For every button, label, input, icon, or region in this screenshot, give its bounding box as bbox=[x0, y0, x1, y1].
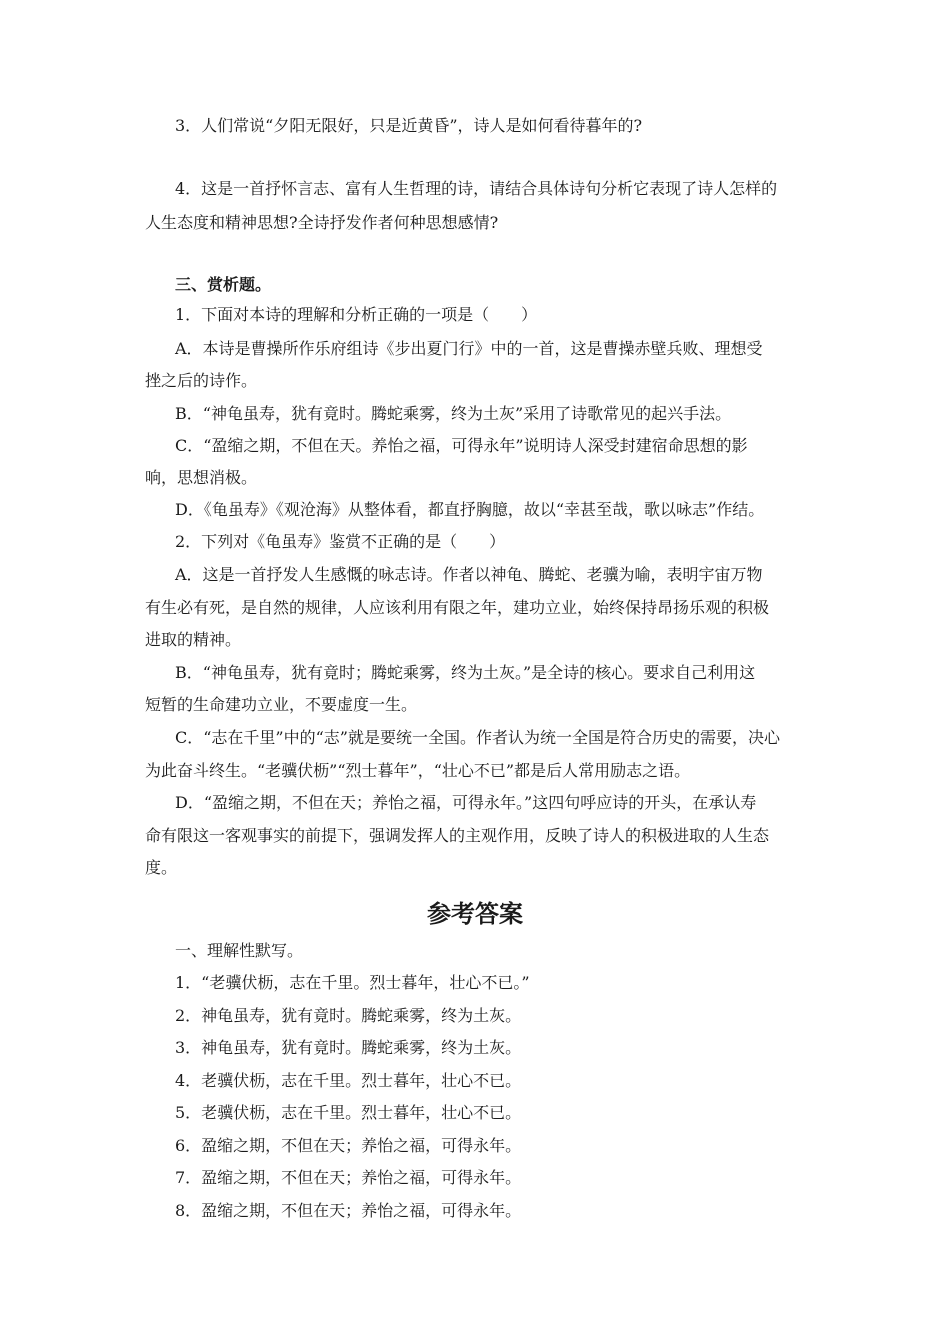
s3-q2-option-d-line-1: D．“盈缩之期，不但在天；养怡之福，可得永年。”这四句呼应诗的开头，在承认寿 bbox=[175, 793, 757, 812]
s3-q1-option-c-line-1: C．“盈缩之期，不但在天。养怡之福，可得永年”说明诗人深受封建宿命思想的影 bbox=[175, 436, 748, 455]
answer-item: 2．神龟虽寿，犹有竟时。腾蛇乘雾，终为土灰。 bbox=[175, 1006, 522, 1025]
question-3: 3．人们常说“夕阳无限好，只是近黄昏”，诗人是如何看待暮年的? bbox=[175, 116, 643, 135]
answer-item: 8．盈缩之期，不但在天；养怡之福，可得永年。 bbox=[175, 1201, 522, 1220]
s3-q2-option-d-line-3: 度。 bbox=[145, 858, 178, 877]
s3-q2-option-b-line-2: 短暂的生命建功立业，不要虚度一生。 bbox=[145, 695, 418, 714]
question-4-line-2: 人生态度和精神思想?全诗抒发作者何种思想感情? bbox=[145, 213, 499, 232]
s3-q2-option-c-line-1: C．“志在千里”中的“志”就是要统一全国。作者认为统一全国是符合历史的需要，决心 bbox=[175, 728, 780, 747]
s3-q1-option-d: D．《龟虽寿》《观沧海》从整体看，都直抒胸臆，故以“幸甚至哉，歌以咏志”作结。 bbox=[175, 500, 765, 519]
s3-q1-option-b: B．“神龟虽寿，犹有竟时。腾蛇乘雾，终为土灰”采用了诗歌常见的起兴手法。 bbox=[175, 404, 732, 423]
section-3-heading: 三、赏析题。 bbox=[175, 275, 272, 294]
answers-title: 参考答案 bbox=[427, 900, 523, 928]
answer-item: 6．盈缩之期，不但在天；养怡之福，可得永年。 bbox=[175, 1136, 522, 1155]
s3-q2-option-c-line-2: 为此奋斗终生。“老骥伏枥”“烈士暮年”，“壮心不已”都是后人常用励志之语。 bbox=[145, 761, 691, 780]
s3-q2-option-b-line-1: B．“神龟虽寿，犹有竟时；腾蛇乘雾，终为土灰。”是全诗的核心。要求自己利用这 bbox=[175, 663, 756, 682]
question-4-line-1: 4．这是一首抒怀言志、富有人生哲理的诗，请结合具体诗句分析它表现了诗人怎样的 bbox=[175, 179, 778, 198]
s3-q1-option-c-line-2: 响，思想消极。 bbox=[145, 468, 258, 487]
s3-q2-option-a-line-2: 有生必有死，是自然的规律，人应该利用有限之年，建功立业，始终保持昂扬乐观的积极 bbox=[145, 598, 770, 617]
s3-q2-option-a-line-3: 进取的精神。 bbox=[145, 630, 242, 649]
s3-q1-stem: 1．下面对本诗的理解和分析正确的一项是（ ） bbox=[175, 305, 538, 324]
answer-item: 3．神龟虽寿，犹有竟时。腾蛇乘雾，终为土灰。 bbox=[175, 1038, 522, 1057]
s3-q1-option-a-line-1: A．本诗是曹操所作乐府组诗《步出夏门行》中的一首，这是曹操赤壁兵败、理想受 bbox=[175, 339, 763, 358]
s3-q2-stem: 2．下列对《龟虽寿》鉴赏不正确的是（ ） bbox=[175, 532, 506, 551]
s3-q2-option-d-line-2: 命有限这一客观事实的前提下，强调发挥人的主观作用，反映了诗人的积极进取的人生态 bbox=[145, 826, 770, 845]
s3-q2-option-a-line-1: A．这是一首抒发人生感慨的咏志诗。作者以神龟、腾蛇、老骥为喻，表明宇宙万物 bbox=[175, 565, 763, 584]
s3-q1-option-a-line-2: 挫之后的诗作。 bbox=[145, 371, 258, 390]
answer-item: 5．老骥伏枥，志在千里。烈士暮年，壮心不已。 bbox=[175, 1103, 522, 1122]
answer-item: 7．盈缩之期，不但在天；养怡之福，可得永年。 bbox=[175, 1168, 522, 1187]
answer-item: 4．老骥伏枥，志在千里。烈士暮年，壮心不已。 bbox=[175, 1071, 522, 1090]
answers-heading: 一、理解性默写。 bbox=[175, 941, 304, 960]
answer-item: 1．“老骥伏枥，志在千里。烈士暮年，壮心不已。” bbox=[175, 973, 530, 992]
